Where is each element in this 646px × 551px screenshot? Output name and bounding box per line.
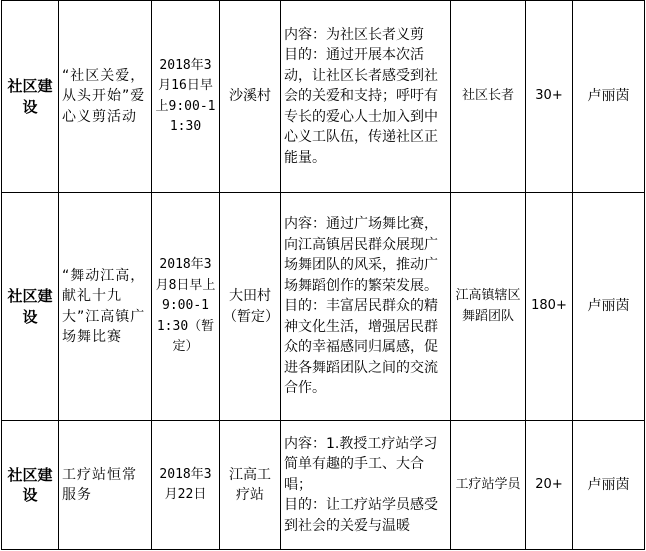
place-cell: 沙溪村 bbox=[220, 1, 281, 193]
target-group-cell: 工疗站学员 bbox=[451, 421, 526, 550]
category-cell: 社区建设 bbox=[2, 1, 59, 193]
time-cell: 2018年3月22日 bbox=[152, 421, 220, 550]
participant-count-cell: 20+ bbox=[526, 421, 573, 550]
participant-count-cell: 180+ bbox=[526, 193, 573, 421]
category-cell: 社区建设 bbox=[2, 193, 59, 421]
category-cell: 社区建设 bbox=[2, 421, 59, 550]
time-cell: 2018年3月8日早上9:00-11:30（暂定） bbox=[152, 193, 220, 421]
target-group-cell: 江高镇辖区舞蹈团队 bbox=[451, 193, 526, 421]
table-row bbox=[2, 421, 645, 550]
activity-name-cell: “舞动江高，献礼十九大”江高镇广场舞比赛 bbox=[59, 193, 152, 421]
owner-cell: 卢丽茵 bbox=[573, 421, 645, 550]
content-cell: 内容：1.教授工疗站学习简单有趣的手工、大合唱； 目的：让工疗站学员感受到社会的关爱与温暖 bbox=[281, 421, 451, 550]
participant-count-cell: 30+ bbox=[526, 1, 573, 193]
activity-name-cell: 工疗站恒常服务 bbox=[59, 421, 152, 550]
place-cell: 大田村（暂定） bbox=[220, 193, 281, 421]
table-row bbox=[2, 193, 645, 421]
owner-cell: 卢丽茵 bbox=[573, 193, 645, 421]
content-cell: 内容：通过广场舞比赛，向江高镇居民群众展现广场舞团队的风采，推动广场舞蹈创作的繁荣发展。 目的：丰富居民群众的精神文化生活，增强居民群众的幸福感同归属感，促进各舞蹈团队之间的交流合作。 bbox=[281, 193, 451, 421]
activity-schedule-table bbox=[1, 0, 645, 550]
content-cell: 内容：为社区长者义剪 目的：通过开展本次活动，让社区长者感受到社会的关爱和支持；呼吁有专长的爱心人士加入到中心义工队伍，传递社区正能量。 bbox=[281, 1, 451, 193]
target-group-cell: 社区长者 bbox=[451, 1, 526, 193]
time-cell: 2018年3月16日早上9:00-11:30 bbox=[152, 1, 220, 193]
table-row bbox=[2, 1, 645, 193]
owner-cell: 卢丽茵 bbox=[573, 1, 645, 193]
activity-name-cell: “社区关爱，从头开始”爱心义剪活动 bbox=[59, 1, 152, 193]
place-cell: 江高工疗站 bbox=[220, 421, 281, 550]
